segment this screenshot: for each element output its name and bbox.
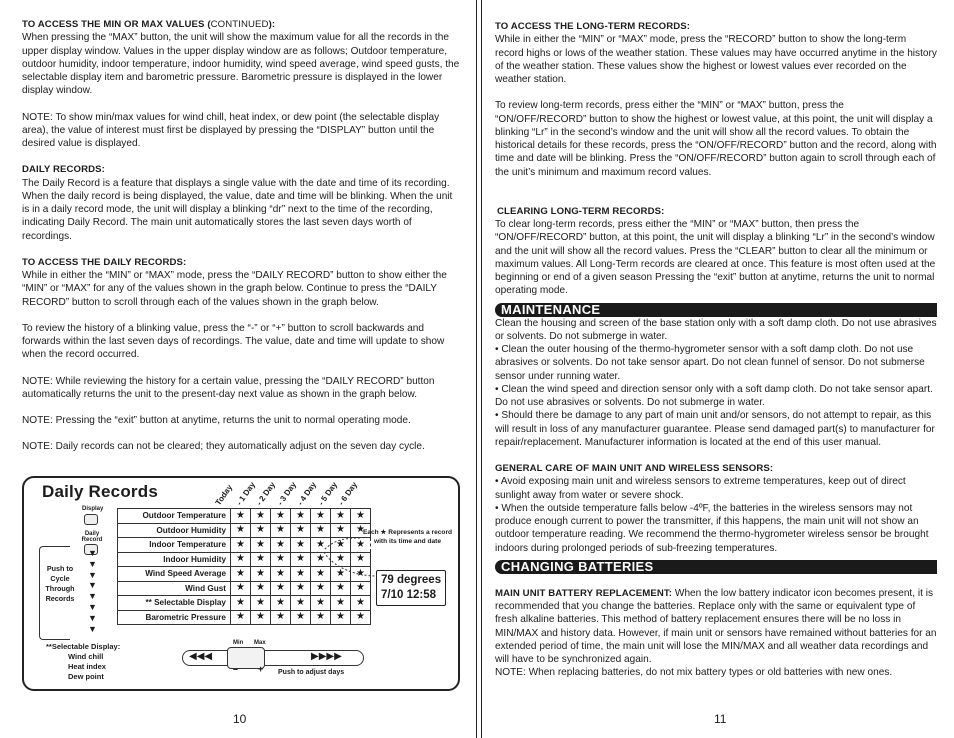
right-text-column [495, 20, 937, 680]
star-icon: ★ [311, 509, 331, 524]
star-icon: ★ [331, 523, 351, 538]
star-icon: ★ [251, 581, 271, 596]
readout-box [376, 570, 446, 606]
star-icon: ★ [291, 523, 311, 538]
star-icon: ★ [311, 581, 331, 596]
min-label: Min [233, 640, 244, 646]
star-icon: ★ [271, 523, 291, 538]
heading-general-care: GENERAL CARE OF MAIN UNIT AND WIRELESS SENSORS: [495, 463, 774, 474]
paragraph-daily-records: The Daily Record is a feature that displays a single value with the date and time of its recording. When the daily record is being displayed, the value, date and time will be blinking. When the unit is in a daily record mode, the unit will display a blinking “dr” next to the time of the recording, indicating Daily Record. The main unit automatically stores the last seven days worth of recordings. [22, 177, 453, 242]
grid-row-label: Wind Speed Average [118, 567, 231, 582]
star-icon: ★ [271, 567, 291, 582]
max-label: Max [254, 640, 266, 646]
day-label: - 1 Day [234, 480, 257, 507]
star-icon: ★ [251, 509, 271, 524]
star-icon: ★ [231, 523, 251, 538]
star-icon: ★ [251, 523, 271, 538]
daily-record-label: Daily Record [81, 531, 103, 543]
paragraph-long-term: While in either the “MIN” or “MAX” mode, press the “RECORD” button to show the long-term record highs or lows of the weather station. These values may have occurred anytime in the history of the weather station. These values show the highest or lowest values ever recorded on the weather station. [495, 34, 937, 85]
grid-row-label: Wind Gust [118, 581, 231, 596]
star-icon: ★ [271, 552, 291, 567]
star-icon: ★ [291, 538, 311, 553]
paragraph-battery-text: When the low battery indicator icon becomes present, it is recommended that you change the batteries. Replace only with the same or equivalent type of fresh alkaline batteries. This method of battery replacement ensures there will be no loss in MIN/MAX and history data. However, if main unit or sensors have remained without batteries for an extended period of time, the main unit will lose the MIN/MAX and all weather data recordings and will have to be synchronized again. [495, 587, 937, 665]
heading-battery-replacement: MAIN UNIT BATTERY REPLACEMENT: [495, 587, 673, 599]
push-adjust-text: Push to adjust days [278, 669, 345, 676]
left-arrows-icon: ◀◀◀ [189, 651, 213, 662]
day-label: - 6 Day [336, 480, 360, 507]
day-label: Today [213, 483, 235, 507]
star-icon: ★ [351, 567, 371, 582]
left-text-column [22, 18, 462, 454]
selectable-item-heat-index: Heat index [68, 662, 106, 671]
star-icon: ★ [251, 552, 271, 567]
grid-row-label: ** Selectable Display [118, 596, 231, 611]
paragraph-clearing: To clear long-term records, press either the “MIN” or “MAX” button, then press the “ON/OFF/RECORD” button, at this point, the unit will display a blinking “Lr” in the second’s window and the unit will show all the record values. Press the “CLEAR” button to clear all the minimum or maximum values. All Long-Term records are cleared at once. This feature is most often used at the beginning or end of a given season Pressing the “exit” button at anytime, returns the unit to normal operating mode. [495, 219, 936, 297]
note-connector [324, 536, 384, 586]
grid-row [118, 596, 371, 611]
paragraph-maint-3: • Clean the wind speed and direction sensor only with a soft damp cloth. Do not take sensor apart. Do not use abrasives or solvents. Do not submerge in water. [495, 383, 933, 408]
star-icon: ★ [231, 567, 251, 582]
heading-min-max-text: TO ACCESS THE MIN OR MAX VALUES ( [22, 19, 211, 30]
paragraph-maint-4: • Should there be damage to any part of main unit and/or sensors, do not attempt to repair, as this will result in loss of any manufacturer guarantee. Please send damaged part(s) to manufacturer for repair/replacement. Manufacturer information is located at the end of this user manual. [495, 410, 935, 448]
star-icon: ★ [231, 596, 251, 611]
paragraph-max-values: When pressing the “MAX” button, the unit will show the maximum value for all the records in the upper display window. Values in the upper display window are as follows; Outdoor temperature, outdoor humidity, indoor temperature, indoor humidity, wind speed average, wind speed gusts, the selectable display item and barometric pressure. Barometric pressure is displayed in the lower display window. [22, 32, 460, 97]
display-button[interactable] [84, 514, 98, 525]
star-icon: ★ [331, 610, 351, 625]
grid-row-label: Indoor Humidity [118, 552, 231, 567]
readout-value: 79 degrees [381, 574, 442, 586]
down-arrows: ▼ ▼ ▼ ▼ ▼ ▼ ▼ ▼ [88, 548, 97, 634]
star-icon: ★ [311, 610, 331, 625]
star-icon: ★ [231, 509, 251, 524]
star-icon: ★ [351, 581, 371, 596]
star-icon: ★ [311, 538, 331, 553]
star-icon: ★ [291, 509, 311, 524]
star-icon: ★ [291, 596, 311, 611]
star-icon: ★ [311, 567, 331, 582]
day-slider[interactable] [182, 650, 364, 666]
star-icon: ★ [311, 523, 331, 538]
readout-date: 7/10 12:58 [381, 589, 436, 601]
selectable-item-dew-point: Dew point [68, 672, 104, 681]
star-icon: ★ [351, 596, 371, 611]
star-icon: ★ [291, 581, 311, 596]
star-icon: ★ [351, 552, 371, 567]
paragraph-history: To review the history of a blinking value, press the “-” or “+” button to scroll backwards and forwards within the last seven days of recordings. The value, date and time will update to show when the record occurred. [22, 322, 445, 361]
star-icon: ★ [271, 538, 291, 553]
star-icon: ★ [251, 567, 271, 582]
grid-row [118, 509, 371, 524]
paragraph-note-exit: NOTE: Pressing the “exit” button at anytime, returns the unit to normal operating mode. [22, 415, 411, 426]
grid-row-label: Indoor Temperature [118, 538, 231, 553]
heading-min-max [22, 18, 462, 31]
grid-row-label: Outdoor Temperature [118, 509, 231, 524]
star-icon: ★ [331, 538, 351, 553]
selectable-item-wind-chill: Wind chill [68, 652, 104, 661]
band-changing-batteries: CHANGING BATTERIES [495, 560, 937, 574]
selectable-title: **Selectable Display: [46, 642, 121, 651]
right-arrows-icon: ▶▶▶▶ [311, 651, 342, 662]
heading-access-daily: TO ACCESS THE DAILY RECORDS: [22, 256, 187, 268]
star-icon: ★ [271, 596, 291, 611]
display-label: Display [82, 506, 104, 512]
paragraph-access-daily: While in either the “MIN” or “MAX” mode, press the “DAILY RECORD” button to show either the “MIN” or “MAX” for any of the values shown in the graph below. Continue to press the “DAILY RECORD” button to scroll through each of the values shown in the graph below. [22, 270, 447, 308]
button-area [32, 506, 112, 634]
star-icon: ★ [291, 610, 311, 625]
star-icon: ★ [351, 538, 371, 553]
star-icon: ★ [291, 567, 311, 582]
star-icon: ★ [271, 581, 291, 596]
push-cycle-text: Push to Cycle Through Records [45, 564, 75, 603]
star-icon: ★ [271, 509, 291, 524]
star-icon: ★ [231, 610, 251, 625]
day-label: - 5 Day [316, 480, 339, 507]
star-icon: ★ [311, 596, 331, 611]
grid-row-label: Outdoor Humidity [118, 523, 231, 538]
day-label: - 2 Day [254, 480, 278, 507]
diagram-title: Daily Records [42, 482, 158, 501]
paragraph-maint-2: • Clean the outer housing of the thermo-hygrometer sensor with a soft damp cloth. Do not use abrasives or solvents. Do not take sensor apart. Do not clean funnel of sensor. Do not submerse sensor under running water. [495, 344, 925, 382]
day-label: - 4 Day [295, 480, 319, 507]
star-icon: ★ [331, 596, 351, 611]
star-note: Each ★ Represents a record with its time and date [362, 529, 453, 545]
paragraph-maint-1: Clean the housing and screen of the base station only with a soft damp cloth. Do not use abrasives or solvents. Do not submerge in water. [495, 317, 937, 342]
minus-label: – [233, 664, 239, 674]
star-icon: ★ [251, 596, 271, 611]
paragraph-battery-note: NOTE: When replacing batteries, do not mix battery types or old batteries with new ones. [495, 667, 893, 679]
selectable-display-legend [46, 642, 120, 682]
star-icon: ★ [351, 523, 371, 538]
star-icon: ★ [231, 552, 251, 567]
star-icon: ★ [331, 567, 351, 582]
right-page [477, 0, 954, 738]
daily-records-diagram [22, 476, 460, 691]
page-number-right: 11 [714, 712, 727, 726]
paragraph-general-1: • Avoid exposing main unit and wireless sensors to extreme temperatures, keep out of direct sunlight away from water or severe shock. [495, 476, 906, 501]
grid-row [118, 610, 371, 625]
star-icon: ★ [231, 538, 251, 553]
star-icon: ★ [331, 509, 351, 524]
star-icon: ★ [231, 581, 251, 596]
heading-continued: CONTINUED [210, 19, 269, 30]
page-number-left: 10 [233, 712, 247, 726]
paragraph-note-selectable: NOTE: To show min/max values for wind chill, heat index, or dew point (the selectable display area), the value of interest must first be displayed by pressing the “DISPLAY” button until the desired value is displayed. [22, 111, 440, 149]
paragraph-note-cleared: NOTE: Daily records can not be cleared; they automatically adjust on the seven day cycle. [22, 441, 425, 453]
grid-row-label: Barometric Pressure [118, 610, 231, 625]
star-icon: ★ [291, 552, 311, 567]
paragraph-note-reviewing: NOTE: While reviewing the history for a certain value, pressing the “DAILY RECORD” button automatically returns the unit to the present-day next value as shown in the graph below. [22, 375, 435, 400]
plus-label: + [258, 664, 264, 674]
star-icon: ★ [351, 509, 371, 524]
paragraph-general-2: • When the outside temperature falls below -4ºF, the batteries in the wireless sensors may not produce enough current to power the transmitter, if this happens, the main unit will not show an outdoor temperature reading. We recommend the thermo-hygrometer wireless sensor be brought indoors during prolonged periods of sub-freezing temperatures. [495, 502, 929, 554]
paragraph-battery [495, 587, 937, 667]
band-maintenance: MAINTENANCE [495, 303, 937, 317]
heading-long-term: TO ACCESS THE LONG-TERM RECORDS: [495, 21, 691, 32]
star-icon: ★ [271, 610, 291, 625]
star-icon: ★ [251, 538, 271, 553]
day-label: - 3 Day [275, 480, 298, 507]
star-icon: ★ [251, 610, 271, 625]
star-icon: ★ [331, 581, 351, 596]
heading-daily-records: DAILY RECORDS: [22, 164, 105, 176]
paragraph-review-long-term: To review long-term records, press either the “MIN” or “MAX” button, press the “ON/OFF/RECORD” button to show the highest or lowest value, at this point, the unit will display a blinking “Lr” in the second’s window and the unit will show all the record values. To obtain the historical details for these records, press the “ON/OFF/RECORD” button and the record, along with time and date will be blinking. Press the “ON/OFF/RECORD” button again to scroll through each of the unit’s minimum and maximum record values. [495, 100, 937, 178]
star-icon: ★ [331, 552, 351, 567]
heading-min-max-end: ): [268, 19, 276, 30]
star-icon: ★ [351, 610, 371, 625]
heading-clearing: CLEARING LONG-TERM RECORDS: [497, 205, 665, 217]
star-icon: ★ [311, 552, 331, 567]
